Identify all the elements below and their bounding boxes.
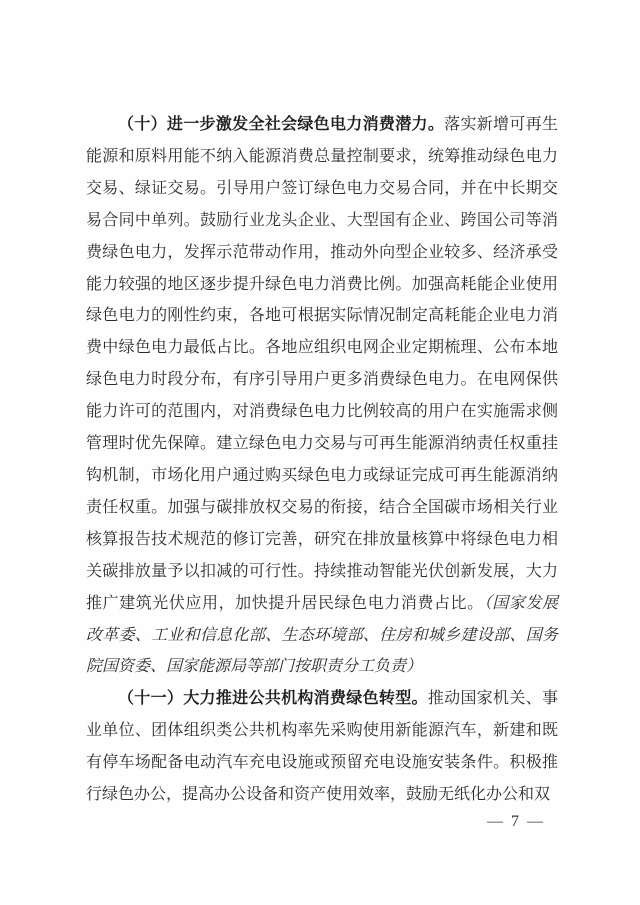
text-segment-bold: （十）进一步激发全社会绿色电力消费潜力。 xyxy=(118,116,445,133)
paragraph-item-11 xyxy=(86,683,558,811)
text-segment-regular: 推动国家机关、事业单位、团体组织类公共机构率先采购使用新能源汽车，新建和既有停车场配备电动汽车充电设施或预留充电设施安装条件。积极推行绿色办公，提高办公设备和资产使用效率，鼓励无纸化办公和双 xyxy=(86,690,558,804)
text-segment-bold: （十一）大力推进公共机构消费绿色转型。 xyxy=(118,690,428,708)
page-number: — 7 — xyxy=(487,813,545,830)
document-body xyxy=(86,109,558,811)
text-segment-kai: （国家发展改革委、工业和信息化部、生态环境部、住房和城乡建设部、国务院国资委、国家能源局等部门按职责分工负责） xyxy=(86,594,558,676)
text-segment-regular: 落实新增可再生能源和原料用能不纳入能源消费总量控制要求，统筹推动绿色电力交易、绿证交易。引导用户签订绿色电力交易合同，并在中长期交易合同中单列。鼓励行业龙头企业、大型国有企业、跨国公司等消费绿色电力，发挥示范带动作用，推动外向型企业较多、经济承受能力较强的地区逐步提升绿色电力消费比例。加强高耗能企业使用绿色电力的刚性约束，各地可根据实际情况制定高耗能企业电力消费中绿色电力最低占比。各地应组织电网企业定期梳理、公布本地绿色电力时段分布，有序引导用户更多消费绿色电力。在电网保供能力许可的范围内，对消费绿色电力比例较高的用户在实施需求侧管理时优先保障。建立绿色电力交易与可再生能源消纳责任权重挂钩机制，市场化用户通过购买绿色电力或绿证完成可再生能源消纳责任权重。加强与碳排放权交易的衔接，结合全国碳市场相关行业核算报告技术规范的修订完善，研究在排放量核算中将绿色电力相关碳排放量予以扣减的可行性。持续推动智能光伏创新发展，大力推广建筑光伏应用，加快提升居民绿色电力消费占比。 xyxy=(86,116,558,612)
paragraph-item-10 xyxy=(86,109,558,683)
